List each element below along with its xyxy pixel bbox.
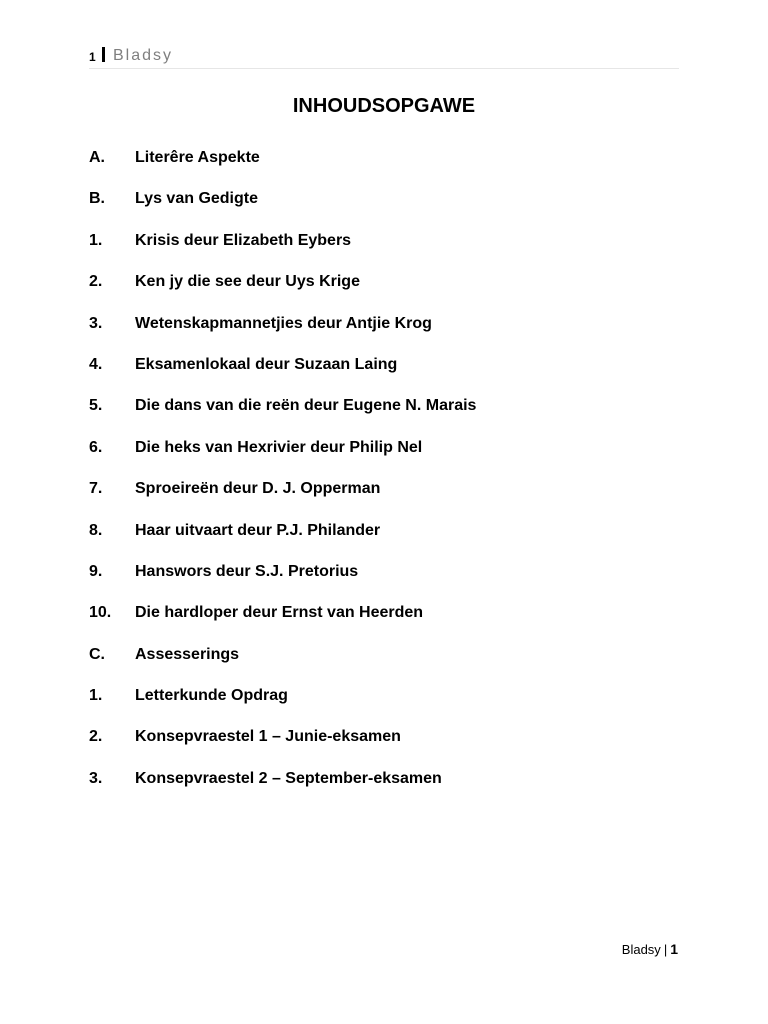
toc-entry-number: 3. [89, 769, 103, 787]
toc-entry-text: Lys van Gedigte [135, 190, 258, 208]
toc-entry-number: 1. [89, 687, 103, 705]
toc-entry-number: 2. [89, 273, 103, 291]
toc-entry-number: 7. [89, 480, 103, 498]
toc-entry-text: Konsepvraestel 1 – Junie-eksamen [135, 728, 401, 746]
toc-entry-number: B. [89, 190, 105, 208]
toc-entry-text: Assesserings [135, 645, 240, 663]
toc-entry-number: 5. [89, 397, 103, 415]
footer-label: Bladsy [621, 942, 661, 957]
toc-entry-number: 8. [89, 521, 103, 539]
toc-entry-text: Die dans van die reën deur Eugene N. Marais [135, 397, 477, 415]
toc-entry-number: 4. [89, 355, 103, 373]
toc-entry-text: Hanswors deur S.J. Pretorius [135, 562, 359, 580]
toc-entry-text: Literêre Aspekte [135, 149, 260, 166]
toc-entry-number: A. [89, 149, 105, 166]
toc-entry-number: 9. [89, 562, 103, 580]
toc-entry-number: 3. [89, 314, 103, 332]
footer-separator: | [663, 942, 668, 957]
toc-entry-number: 10. [89, 604, 112, 622]
toc-entry-text: Eksamenlokaal deur Suzaan Laing [135, 355, 398, 373]
toc-entry-text: Sproeireën deur D. J. Opperman [135, 480, 381, 498]
toc-entry-number: 6. [89, 438, 103, 456]
page-title: INHOUDSOPGAWE [292, 95, 476, 117]
header-label: Bladsy [113, 47, 174, 64]
toc-entry-text: Haar uitvaart deur P.J. Philander [135, 521, 381, 539]
page-footer [622, 941, 678, 957]
toc-entry-number: 2. [89, 728, 103, 746]
header-separator [102, 47, 105, 62]
page-header [89, 44, 679, 69]
toc-entry-text: Die heks van Hexrivier deur Philip Nel [135, 438, 423, 456]
toc-entry-text: Krisis deur Elizabeth Eybers [135, 231, 352, 249]
toc-entry-text: Letterkunde Opdrag [135, 687, 288, 705]
toc-entry-text: Wetenskapmannetjies deur Antjie Krog [135, 314, 432, 332]
toc-entry-number: 1. [89, 231, 103, 249]
toc-entry-number: C. [89, 645, 105, 663]
toc-entry-text: Konsepvraestel 2 – September-eksamen [135, 769, 442, 787]
toc-entry-text: Ken jy die see deur Uys Krige [135, 273, 360, 291]
footer-page-number: 1 [670, 941, 678, 957]
toc-entry-text: Die hardloper deur Ernst van Heerden [135, 604, 424, 622]
header-page-number: 1 [89, 50, 96, 64]
